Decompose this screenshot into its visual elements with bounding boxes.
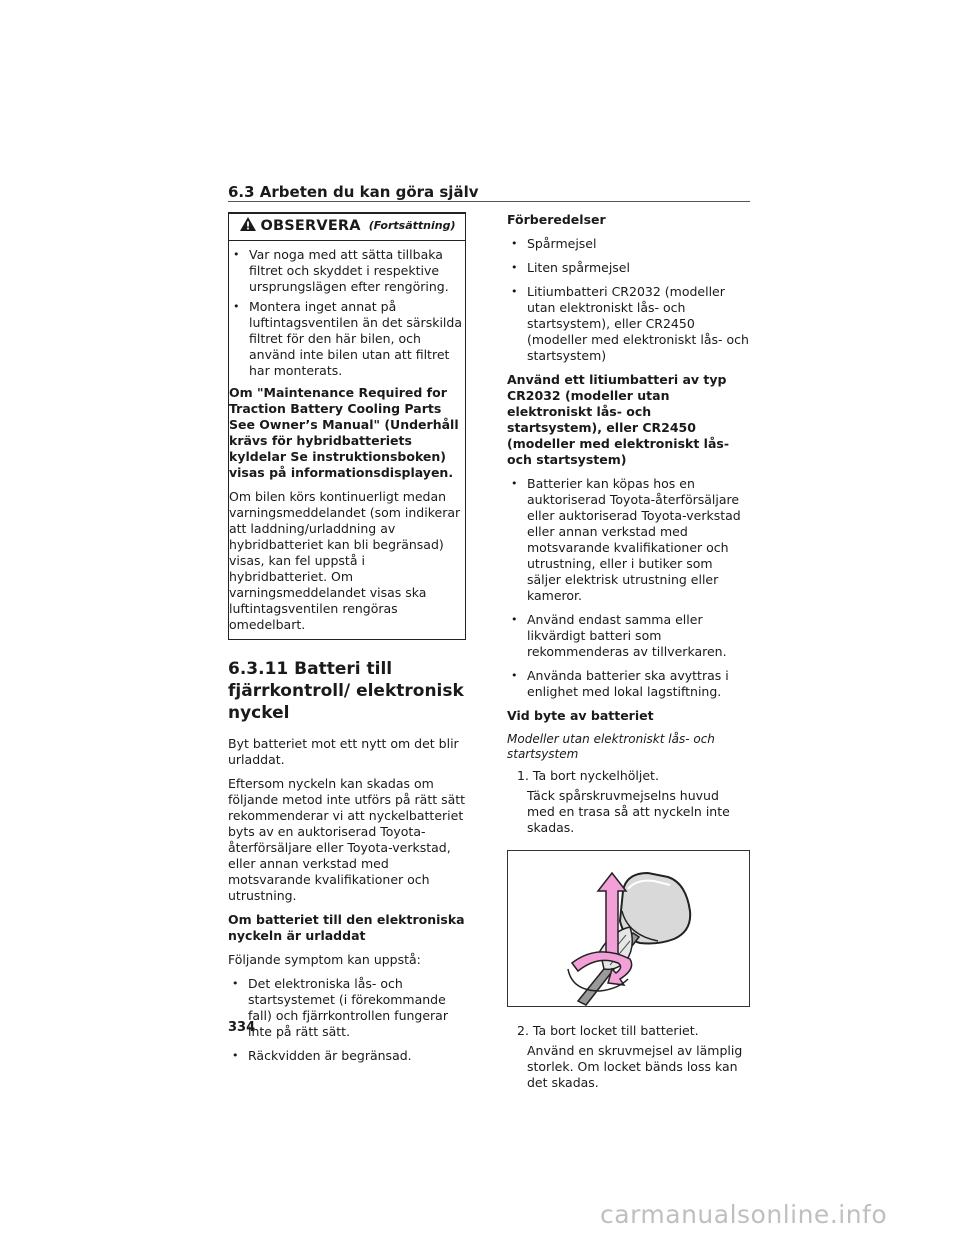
symptom-list	[228, 976, 466, 1064]
list-item: • Använda batterier ska avyttras i enlighet med lokal lagstiftning.	[507, 668, 750, 700]
observera-paragraph: Om bilen körs kontinuerligt medan varningsmeddelandet (som indikerar att laddning/urladdning av hybridbatteriet kan bli begränsad) visas, kan fel uppstå i hybridbatteriet. Om varningsmeddelandet visas ska luftintagsventilen rengöras omedelbart.	[229, 489, 461, 632]
observera-header	[229, 212, 465, 241]
observera-body	[229, 241, 465, 633]
preparations-list	[507, 236, 750, 364]
paragraph: Eftersom nyckeln kan skadas om följande metod inte utförs på rätt sätt rekommenderar vi att nyckelbatteriet byts av en auktoriserad Toyota-återförsäljare eller Toyota-verkstad, eller annan verkstad med motsvarande kvalifikationer och utrustning.	[228, 776, 466, 903]
header-divider	[228, 201, 750, 202]
list-item: • Litiumbatteri CR2032 (modeller utan elektroniskt lås- och startsystem), eller CR2450 (modeller med elektroniskt lås- och startsystem)	[507, 284, 750, 364]
section-header: 6.3 Arbeten du kan göra själv	[228, 183, 479, 201]
step-2-description: Använd en skruvmejsel av lämplig storlek. Om locket bänds loss kan det skadas.	[527, 1043, 743, 1090]
left-column	[228, 212, 466, 1072]
observera-list	[229, 247, 463, 379]
right-column	[507, 212, 750, 1099]
list-item: • Det elektroniska lås- och startsystemet (i förekommande fall) och fjärrkontrollen fungerar inte på rätt sätt.	[228, 976, 466, 1040]
list-item: • Använd endast samma eller likvärdigt batteri som rekommenderas av tillverkaren.	[507, 612, 750, 660]
models-note: Modeller utan elektroniskt lås- och startsystem	[507, 732, 715, 761]
paragraph: Följande symptom kan uppstå:	[228, 952, 421, 967]
replace-heading: Vid byte av batteriet	[507, 708, 654, 723]
preparations-heading: Förberedelser	[507, 212, 606, 227]
watermark: carmanualsonline.info	[600, 1200, 888, 1229]
page-number: 334	[228, 1020, 256, 1035]
list-item: • Var noga med att sätta tillbaka filtret och skyddet i respektive ursprungslägen efter rengöring.	[229, 247, 463, 295]
list-item: • Räckvidden är begränsad.	[228, 1048, 466, 1064]
subheading: Om batteriet till den elektroniska nyckeln är urladdat	[228, 912, 465, 943]
step-1: 1. Ta bort nyckelhöljet.	[517, 768, 659, 783]
list-item: • Spårmejsel	[507, 236, 750, 252]
battery-info-list	[507, 476, 750, 700]
observera-box	[228, 212, 466, 640]
section-title: 6.3.11 Batteri till fjärrkontroll/ elektronisk nyckel	[228, 659, 464, 723]
observera-subtitle: (Fortsättning)	[368, 219, 456, 232]
warning-triangle-icon	[239, 216, 257, 236]
list-item: • Liten spårmejsel	[507, 260, 750, 276]
list-item: • Batterier kan köpas hos en auktoriserad Toyota-återförsäljare eller auktoriserad Toyota-verkstad eller annan verkstad med motsvarande kvalifikationer och utrustning, eller i butiker som säljer elektrisk utrustning eller kameror.	[507, 476, 750, 604]
key-cover-illustration	[507, 850, 750, 1007]
battery-type-heading: Använd ett litiumbatteri av typ CR2032 (modeller utan elektroniskt lås- och startsystem), eller CR2450 (modeller med elektroniskt lås- och startsystem)	[507, 372, 730, 467]
paragraph: Byt batteriet mot ett nytt om det blir urladdat.	[228, 736, 459, 767]
list-item: • Montera inget annat på luftintagsventilen än det särskilda filtret för den här bilen, och använd inte bilen utan att filtret har monterats.	[229, 299, 463, 379]
observera-bold-paragraph: Om "Maintenance Required for Traction Battery Cooling Parts See Owner’s Manual" (Underhåll krävs för hybridbatteriets kyldelar Se instruktionsboken) visas på informationsdisplayen.	[229, 385, 459, 480]
step-2: 2. Ta bort locket till batteriet.	[517, 1023, 699, 1038]
step-1-description: Täck spårskruvmejselns huvud med en trasa så att nyckeln inte skadas.	[527, 788, 730, 835]
observera-title: OBSERVERA	[260, 218, 361, 234]
